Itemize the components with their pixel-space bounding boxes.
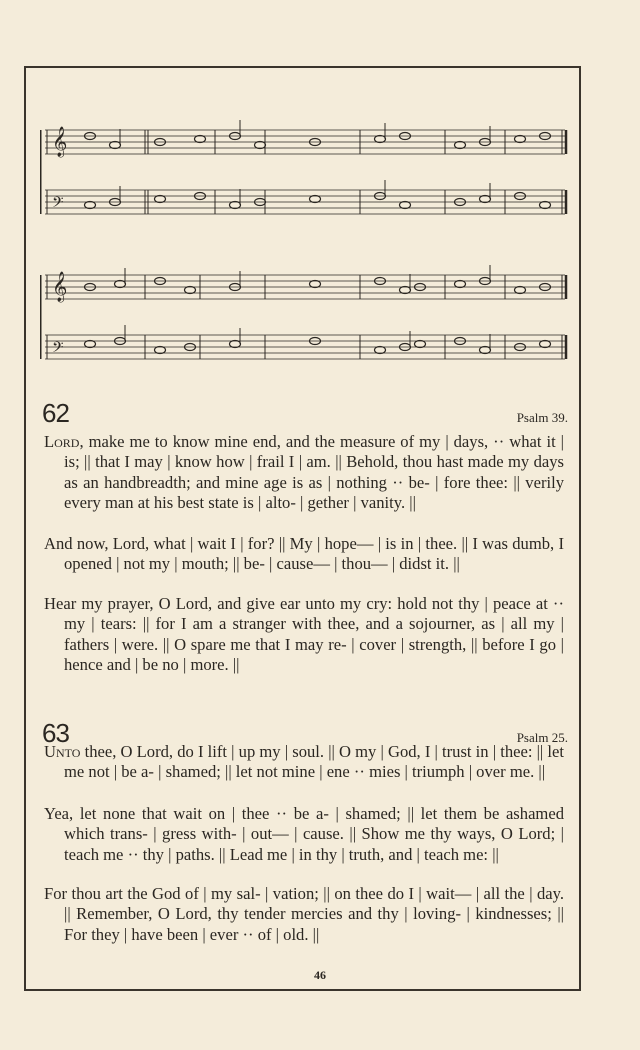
note [455, 142, 466, 149]
bass-clef-icon: 𝄢 [52, 339, 64, 360]
note [155, 347, 166, 354]
verse-text: And now, Lord, what | wait I | for? || My | hope— | is in | thee. || I was dumb, I opened | not my | mouth; || be- | cause— | thou— | didst it. || [44, 534, 564, 574]
note [480, 196, 491, 203]
verse-text: thee, O Lord, do I lift | up my | soul. || O my | God, I | trust in | thee: || let me not | be a- | shamed; || let not mine | ene ·· mies | triumph | over me. || [64, 742, 564, 782]
note [415, 341, 426, 348]
verse [44, 742, 564, 783]
note [515, 287, 526, 294]
note [375, 347, 386, 354]
note [115, 281, 126, 288]
note [230, 202, 241, 209]
note [400, 287, 411, 294]
treble-clef-icon: 𝄞 [52, 127, 68, 157]
note [375, 136, 386, 143]
psalm-reference: Psalm 39. [516, 410, 568, 425]
verse-text: Yea, let none that wait on | thee ·· be a- | shamed; || let them be ashamed which trans- | gress with- | out— | cause. || Show me thy ways, O Lord; | teach me ·· thy | paths. || Lead me | in thy | truth, and | teach me: || [44, 804, 564, 864]
psalm-number: 63 [42, 718, 69, 748]
verse-first-word: Unto [44, 742, 81, 761]
note [185, 287, 196, 294]
page-number: 46 [314, 968, 326, 982]
note [85, 202, 96, 209]
note [310, 196, 321, 203]
verse [44, 432, 564, 513]
note [310, 281, 321, 288]
note [455, 281, 466, 288]
verse-first-word: Lord, [44, 432, 84, 451]
note [85, 341, 96, 348]
note [195, 136, 206, 143]
verse [44, 884, 564, 945]
note [255, 142, 266, 149]
note [540, 341, 551, 348]
verse-text: make me to know mine end, and the measure of my | days, ·· what it | is; || that I may | know how | frail I | am. || Behold, thou hast made my days as an handbreadth; and mine age is as | nothing ·· be- | fore thee: || verily every man at his best state is | alto- | gether | vanity. || [64, 432, 564, 512]
verse [44, 594, 564, 675]
note [540, 202, 551, 209]
verse [44, 534, 564, 575]
note [400, 202, 411, 209]
verse-text: Hear my prayer, O Lord, and give ear unto my cry: hold not thy | peace at ·· my | tears: || for I am a stranger with thee, and a sojourner, as | all my | fathers | were. || O spare me that I may re- | cover | strength, || before I go | hence and | be no | more. || [44, 594, 564, 674]
verse-text: For thou art the God of | my sal- | vation; || on thee do I | wait— | all the | day. || Remember, O Lord, thy tender mercies and thy | loving- | kindnesses; || For they | have been | ever ·· of | old. || [44, 884, 564, 944]
note [230, 341, 241, 348]
note [480, 347, 491, 354]
note [155, 196, 166, 203]
note [110, 142, 121, 149]
verse [44, 804, 564, 865]
note [515, 136, 526, 143]
bass-clef-icon: 𝄢 [52, 194, 64, 215]
treble-clef-icon: 𝄞 [52, 272, 68, 302]
psalm-reference: Psalm 25. [516, 730, 568, 745]
psalm-number: 62 [42, 398, 69, 428]
chant-music-score [40, 120, 580, 390]
